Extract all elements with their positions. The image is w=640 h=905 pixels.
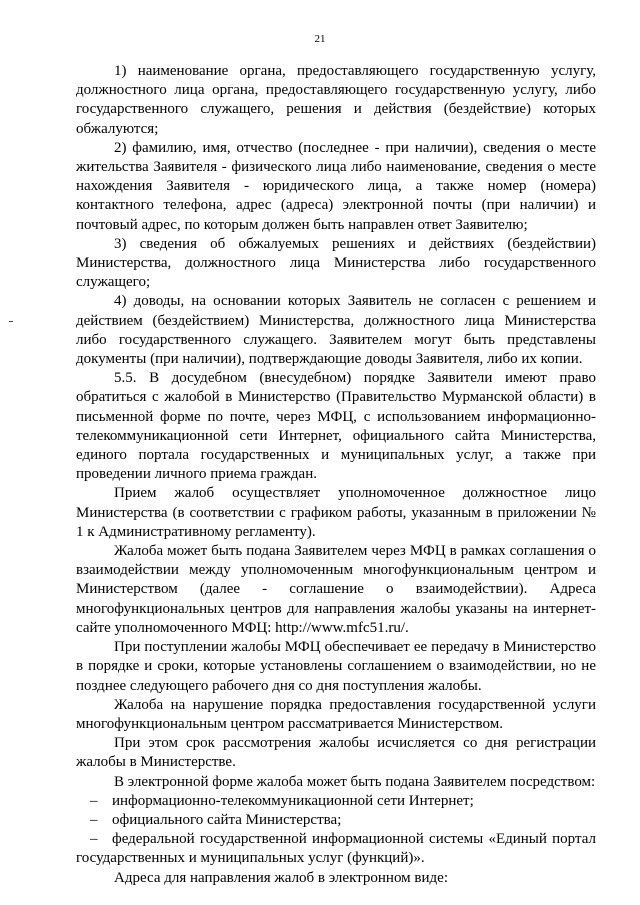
document-body	[76, 62, 596, 888]
list-marker: –	[90, 831, 98, 848]
margin-mark	[9, 321, 13, 322]
paragraph-electronic-addresses: Адреса для направления жалоб в электронном виде:	[114, 869, 448, 886]
list-item-text: федеральной государственной информационной системы «Единый портал государственных и муниципальных услуг (функций)».	[76, 831, 596, 867]
paragraph-item-1: 1) наименование органа, предоставляющего государственную услугу, должностного лица органа, предоставляющего государственную услугу, либо государственного служащего, решения и действия (бездействие) которых обжалуются;	[76, 63, 596, 137]
list-item-text: официального сайта Министерства;	[112, 811, 342, 828]
list-item	[76, 811, 596, 830]
list-item	[76, 792, 596, 811]
paragraph-item-4: 4) доводы, на основании которых Заявитель не согласен с решением и действием (бездействием) Министерства, должностного лица Министерства либо государственного служащего. Заявителем могут быть представлены документы (при наличии), подтверждающие доводы Заявителя, либо их копии.	[76, 293, 596, 368]
paragraph-item-3: 3) сведения об обжалуемых решениях и действиях (бездействии) Министерства, должностного лица Министерства либо государственного служащего;	[76, 235, 596, 291]
list-marker: –	[90, 811, 98, 828]
paragraph-electronic-form: В электронной форме жалоба может быть подана Заявителем посредством:	[114, 773, 596, 790]
list-item-text: информационно-телекоммуникационной сети Интернет;	[112, 792, 474, 809]
paragraph-complaint-reception: Прием жалоб осуществляет уполномоченное должностное лицо Министерства (в соответствии с графиком работы, указанным в приложении № 1 к Административному регламенту).	[76, 485, 596, 540]
paragraph-mfc-transfer: При поступлении жалобы МФЦ обеспечивает ее передачу в Министерство в порядке и сроки, которые установлены соглашением о взаимодействии, но не позднее следующего рабочего дня со дня поступления жалобы.	[76, 639, 596, 694]
paragraph-mfc-violation: Жалоба на нарушение порядка предоставления государственной услуги многофункциональным центром рассматривается Министерством.	[76, 696, 596, 732]
paragraph-mfc-submission: Жалоба может быть подана Заявителем через МФЦ в рамках соглашения о взаимодействии между уполномоченным многофункциональным центром и Министерством (далее - соглашение о взаимодействии). Адреса многофункциональных центров для направления жалобы указаны на интернет-сайте уполномоченного МФЦ: http://www.mfc51.ru/.	[76, 543, 596, 636]
page-number: 21	[314, 33, 326, 45]
paragraph-review-period: При этом срок рассмотрения жалобы исчисляется со дня регистрации жалобы в Министерстве.	[76, 735, 596, 771]
paragraph-5-5: 5.5. В досудебном (внесудебном) порядке Заявители имеют право обратиться с жалобой в Министерство (Правительство Мурманской области) в письменной форме по почте, через МФЦ, с использованием информационно-телекоммуникационной сети Интернет, официального сайта Министерства, единого портала государственных и муниципальных услуг, а также при проведении личного приема граждан.	[76, 370, 596, 483]
list-item	[76, 830, 596, 868]
list-marker: –	[90, 792, 98, 809]
paragraph-item-2: 2) фамилию, имя, отчество (последнее - при наличии), сведения о месте жительства Заявителя - физического лица либо наименование, сведения о месте нахождения Заявителя - юридического лица, а также номер (номера) контактного телефона, адрес (адреса) электронной почты (при наличии) и почтовый адрес, по которым должен быть направлен ответ Заявителю;	[76, 139, 596, 233]
